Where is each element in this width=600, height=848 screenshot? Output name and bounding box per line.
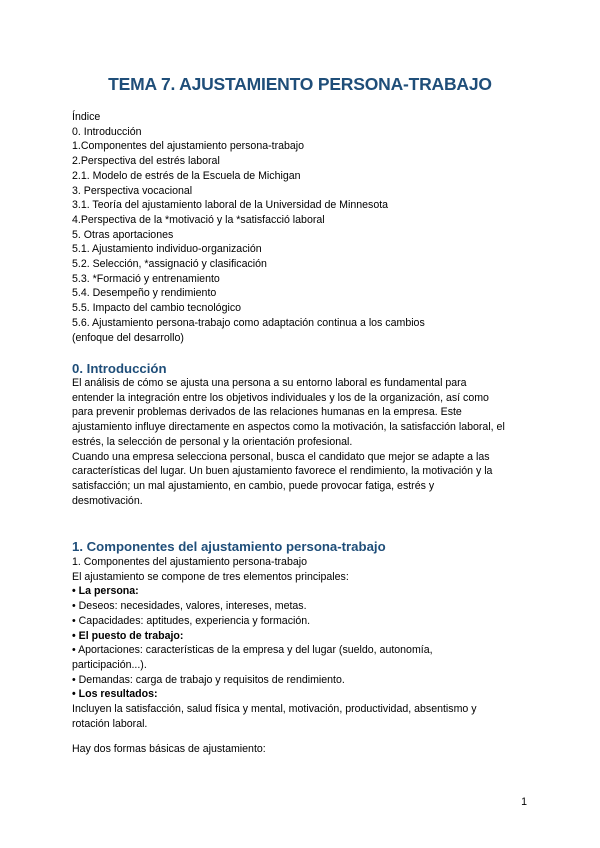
index-heading: Índice xyxy=(72,111,101,123)
document-title: TEMA 7. AJUSTAMIENTO PERSONA-TRABAJO xyxy=(108,74,492,94)
index-item: 5.1. Ajustamiento individuo-organización xyxy=(72,243,262,256)
section-heading-intro: 0. Introducción xyxy=(72,361,167,376)
list-item: • Capacidades: aptitudes, experiencia y formación. xyxy=(72,614,311,627)
components-text xyxy=(72,555,542,731)
intro-text xyxy=(72,376,542,508)
index-item: 5.6. Ajustamiento persona-trabajo como adaptación continua a los cambios xyxy=(72,316,425,329)
paragraph-line: desmotivación. xyxy=(72,494,143,507)
paragraph-line: rotación laboral. xyxy=(72,717,148,730)
paragraph-line: Cuando una empresa selecciona personal, busca el candidato que mejor se adapte a las xyxy=(72,450,490,463)
paragraph-line: satisfacción; un mal ajustamiento, en cambio, puede provocar fatiga, estrés y xyxy=(72,479,435,492)
index-item: 3.1. Teoría del ajustamiento laboral de la Universidad de Minnesota xyxy=(72,199,389,212)
paragraph-line: entender la integración entre los objetivos individuales y los de la organización, así como xyxy=(72,391,489,404)
subheading: 1. Componentes del ajustamiento persona-trabajo xyxy=(72,556,307,568)
index-item: 2.Perspectiva del estrés laboral xyxy=(72,155,220,168)
list-heading-puesto: • El puesto de trabajo: xyxy=(72,629,184,642)
paragraph-line: ajustamiento influye directamente en aspectos como la motivación, la satisfacción laboral, el xyxy=(72,421,505,434)
paragraph-line: El ajustamiento se compone de tres elementos principales: xyxy=(72,570,349,583)
index-item: 0. Introducción xyxy=(72,125,142,138)
list-item: • Deseos: necesidades, valores, intereses, metas. xyxy=(72,600,307,613)
index-item: 5. Otras aportaciones xyxy=(72,228,174,241)
list-item: • Demandas: carga de trabajo y requisitos de rendimiento. xyxy=(72,673,345,686)
paragraph-line: Incluyen la satisfacción, salud física y mental, motivación, productividad, absentismo y xyxy=(72,703,477,716)
paragraph-line: para prevenir problemas derivados de las relaciones humanas en la empresa. Este xyxy=(72,406,462,419)
index-item: 1.Componentes del ajustamiento persona-trabajo xyxy=(72,140,305,153)
list-item: • Aportaciones: características de la empresa y del lugar (sueldo, autonomía, xyxy=(72,644,433,657)
index-item: 5.5. Impacto del cambio tecnológico xyxy=(72,302,242,315)
index-item: 5.3. *Formació y entrenamiento xyxy=(72,272,220,285)
list-item: participación...). xyxy=(72,658,147,671)
list-heading-persona: • La persona: xyxy=(72,585,139,598)
paragraph-line: características del lugar. Un buen ajustamiento favorece el rendimiento, la motivación y la xyxy=(72,465,493,478)
index-item: (enfoque del desarrollo) xyxy=(72,331,184,344)
index-item: 2.1. Modelo de estrés de la Escuela de Michigan xyxy=(72,169,301,182)
closing-line: Hay dos formas básicas de ajustamiento: xyxy=(72,743,266,755)
index-item: 5.4. Desempeño y rendimiento xyxy=(72,287,217,300)
index-item: 4.Perspectiva de la *motivació y la *satisfacció laboral xyxy=(72,213,325,226)
index-item: 5.2. Selección, *assignació y clasificación xyxy=(72,258,267,271)
paragraph-line: El análisis de cómo se ajusta una persona a su entorno laboral es fundamental para xyxy=(72,377,467,389)
index-list xyxy=(72,110,542,345)
section-heading-components: 1. Componentes del ajustamiento persona-trabajo xyxy=(72,539,386,554)
paragraph-line: estrés, la selección de personal y la orientación profesional. xyxy=(72,435,353,448)
list-heading-resultados: • Los resultados: xyxy=(72,688,158,701)
page-number: 1 xyxy=(521,796,527,808)
index-item: 3. Perspectiva vocacional xyxy=(72,184,193,197)
